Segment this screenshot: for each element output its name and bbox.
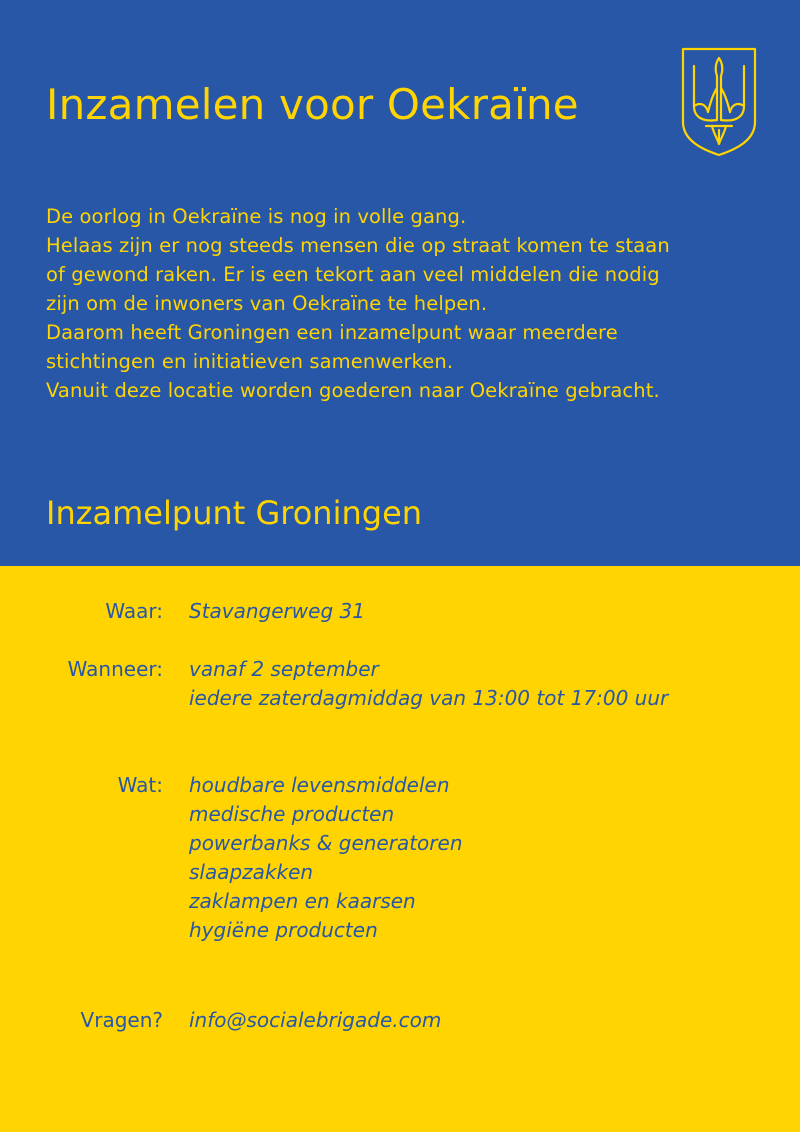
address-text: Stavangerweg 31 [189, 599, 365, 623]
email-text: info@socialebrigade.com [189, 1008, 442, 1032]
where-value [189, 597, 365, 626]
what-label: Wat: [117, 773, 163, 797]
questions-label: Vragen? [80, 1008, 163, 1032]
when-value [189, 655, 668, 713]
section-title: Inzamelpunt Groningen [46, 494, 423, 532]
intro-line: Daarom heeft Groningen een inzamelpunt waar meerdere [46, 321, 618, 344]
when-line: vanaf 2 september [189, 657, 379, 681]
intro-line: of gewond raken. Er is een tekort aan veel middelen die nodig [46, 263, 660, 286]
list-item: medische producten [189, 802, 395, 826]
intro-text [46, 202, 766, 405]
what-list [189, 771, 463, 945]
where-label: Waar: [105, 599, 163, 623]
list-item: zaklampen en kaarsen [189, 889, 416, 913]
ukraine-trident-icon [680, 46, 758, 158]
intro-line: Helaas zijn er nog steeds mensen die op straat komen te staan [46, 234, 670, 257]
list-item: houdbare levensmiddelen [189, 773, 450, 797]
intro-line: stichtingen en initiatieven samenwerken. [46, 350, 454, 373]
list-item: powerbanks & generatoren [189, 831, 463, 855]
intro-line: zijn om de inwoners van Oekraïne te helpen. [46, 292, 488, 315]
list-item: slaapzakken [189, 860, 314, 884]
page-title: Inzamelen voor Oekraïne [46, 80, 579, 129]
questions-value [189, 1006, 441, 1035]
when-line: iedere zaterdagmiddag van 13:00 tot 17:00 uur [189, 686, 669, 710]
when-label: Wanneer: [67, 657, 163, 681]
intro-line: De oorlog in Oekraïne is nog in volle gang. [46, 205, 467, 228]
list-item: hygiëne producten [189, 918, 378, 942]
intro-line: Vanuit deze locatie worden goederen naar Oekraïne gebracht. [46, 379, 660, 402]
